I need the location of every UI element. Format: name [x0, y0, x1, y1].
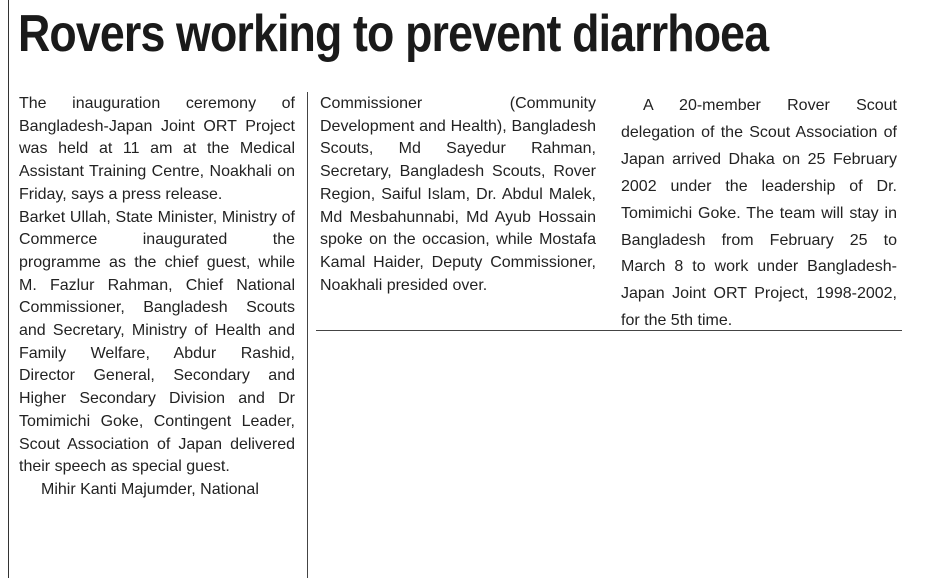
column-3-paragraph-1: A 20-member Rover Scout delegation of the Scout Association of Japan arrived Dhaka on 25 February 2002 under the leadership of Dr. Tomimichi Goke. The team will stay in Bangladesh from February 25 to March 8 to work under Bangladesh-Japan Joint ORT Project, 1998-2002, for the 5th time. [621, 97, 897, 330]
column-2-paragraph-1: Commissioner (Community Development and Health), Bangladesh Scouts, Md Sayedur Rahman, Secretary, Bangladesh Scouts, Rover Region, Saiful Islam, Dr. Abdul Malek, Md Mesbahunnabi, Md Ayub Hossain spoke on the occasion, while Mostafa Kamal Haider, Deputy Commissioner, Noakhali presided over. [320, 95, 596, 294]
headline: Rovers working to prevent diarrhoea [18, 5, 769, 63]
left-margin-rule [8, 0, 9, 578]
column-1-paragraph-1: The inauguration ceremony of Bangladesh-Japan Joint ORT Project was held at 11 am at the Medical Assistant Training Centre, Noakhali on Friday, says a press release. [19, 95, 295, 203]
article-column-2 [320, 93, 596, 297]
article-column-3 [621, 93, 897, 335]
column-1-paragraph-2: Barket Ullah, State Minister, Ministry of Commerce inaugurated the programme as the chief guest, while M. Fazlur Rahman, Chief National Commissioner, Bangladesh Scouts and Secretary, Ministry of Health and Family Welfare, Abdur Rashid, Director General, Secondary and Higher Secondary Division and Dr Tomimichi Goke, Contingent Leader, Scout Association of Japan delivered their speech as special guest. [19, 208, 295, 476]
column-divider [307, 92, 308, 578]
article-column-1 [19, 93, 295, 502]
column-end-rule [316, 330, 902, 331]
column-1-paragraph-3: Mihir Kanti Majumder, National [41, 480, 259, 498]
